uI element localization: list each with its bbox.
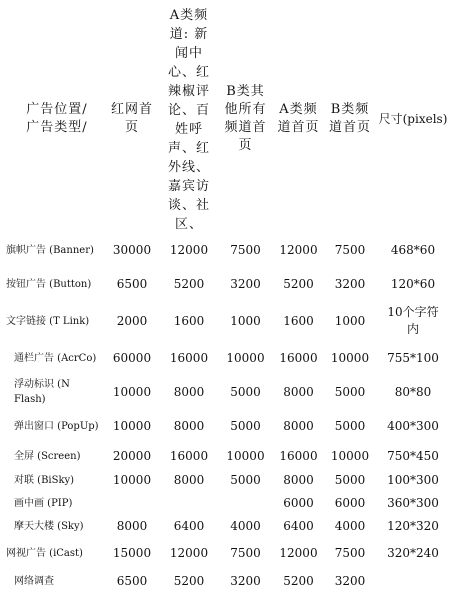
- cell-size: 468*60: [390, 243, 436, 257]
- cell-home: 20000: [112, 448, 152, 463]
- cell-a-partial: 12000: [169, 243, 209, 257]
- cell-home: 10000: [112, 418, 152, 433]
- row-label: 文字链接 (T Link): [6, 315, 90, 327]
- cell-b-home: 3200: [334, 276, 366, 291]
- table-row: [0, 443, 450, 469]
- cell-a-home: 5200: [283, 573, 314, 588]
- cell-a-partial: 8000: [173, 384, 205, 399]
- cell-size: 400*300: [387, 418, 439, 433]
- cell-a-home: 8000: [283, 384, 314, 399]
- cell-a-partial: 16000: [169, 448, 209, 463]
- cell-b-other: 7500: [230, 243, 261, 257]
- cell-b-other: 5000: [230, 418, 261, 433]
- cell-a-home: 6000: [283, 496, 314, 510]
- cell-b-home: 7500: [334, 243, 366, 257]
- table-row: [0, 234, 450, 267]
- cell-size: 755*100: [387, 350, 439, 365]
- cell-b-home: 10000: [330, 448, 370, 463]
- cell-a-partial: 1600: [173, 313, 205, 328]
- header-position-type: 广告位置/ 广告类型/: [26, 102, 88, 135]
- cell-b-other: 3200: [230, 276, 261, 291]
- row-label: 画中画 (PIP): [14, 498, 73, 509]
- cell-b-other: 10000: [226, 350, 265, 365]
- cell-size: 80*80: [394, 384, 432, 399]
- cell-a-home: 16000: [279, 448, 318, 463]
- row-label: 浮动标识 (N Flash): [14, 379, 70, 405]
- table-row: [0, 492, 450, 515]
- row-label: 按钮广告 (Button): [6, 278, 92, 290]
- cell-a-partial: 5200: [173, 573, 205, 588]
- table-row: [0, 301, 450, 341]
- cell-home: 10000: [112, 473, 152, 487]
- cell-a-home: 16000: [279, 350, 318, 365]
- table-row: [0, 267, 450, 301]
- cell-home: 10000: [112, 384, 152, 399]
- table-row: [0, 469, 450, 492]
- cell-a-partial: 8000: [173, 473, 205, 487]
- cell-b-other: 4000: [230, 519, 261, 533]
- cell-b-home: 1000: [334, 313, 366, 328]
- cell-size: 10个字符内: [387, 305, 439, 336]
- cell-b-other: 10000: [226, 448, 265, 463]
- cell-a-home: 8000: [283, 418, 314, 433]
- cell-b-other: [218, 492, 273, 515]
- cell-b-home: 6000: [334, 496, 366, 510]
- cell-a-home: 1600: [283, 313, 314, 328]
- cell-home: 6500: [116, 276, 148, 291]
- cell-size: 320*240: [387, 545, 439, 560]
- cell-a-partial: [160, 492, 218, 515]
- table-row: [0, 409, 450, 443]
- row-label: 弹出窗口 (PopUp): [14, 420, 99, 432]
- cell-a-home: 12000: [279, 243, 318, 257]
- row-label: 通栏广告 (AcrCo): [14, 352, 97, 364]
- row-label: 对联 (BiSky): [14, 475, 75, 486]
- cell-size: 750*450: [387, 448, 439, 463]
- header-home: 红网首页: [110, 102, 153, 135]
- cell-home: 30000: [112, 243, 152, 257]
- table-row: [0, 375, 450, 409]
- cell-size: 120*320: [387, 519, 439, 533]
- header-b-home: B类频道首页: [328, 102, 371, 135]
- table-row: [0, 538, 450, 568]
- cell-b-other: 5000: [230, 384, 261, 399]
- table-row: [0, 341, 450, 375]
- row-label: 网络调查: [14, 575, 54, 587]
- cell-b-home: 10000: [330, 350, 370, 365]
- cell-b-home: 7500: [334, 545, 366, 560]
- ad-price-table: [0, 4, 450, 594]
- header-a-channel-partial: A类频道: 新闻中心、红辣椒评论、百姓呼声、红外线、嘉宾访谈、社区、: [167, 8, 210, 232]
- cell-home: 6500: [116, 573, 148, 588]
- cell-size: 120*60: [390, 276, 436, 291]
- cell-b-other: 3200: [230, 573, 261, 588]
- cell-b-other: 5000: [230, 473, 261, 487]
- cell-home: 15000: [112, 545, 152, 560]
- cell-b-other: 7500: [230, 545, 261, 560]
- cell-b-home: 4000: [334, 519, 366, 533]
- cell-size: 360*300: [387, 496, 439, 510]
- cell-home: 8000: [116, 519, 148, 533]
- cell-size: 100*300: [387, 473, 439, 487]
- cell-b-home: 3200: [334, 573, 366, 588]
- row-label: 摩天大楼 (Sky): [14, 521, 84, 532]
- cell-b-home: 5000: [334, 418, 366, 433]
- cell-a-partial: 16000: [169, 350, 209, 365]
- cell-a-home: 5200: [283, 276, 314, 291]
- row-label: 全屏 (Screen): [14, 450, 81, 462]
- cell-a-home: 6400: [283, 519, 314, 533]
- header-row: [0, 4, 450, 234]
- cell-home: [104, 492, 160, 515]
- cell-a-partial: 12000: [169, 545, 209, 560]
- cell-a-partial: 5200: [173, 276, 205, 291]
- cell-b-home: 5000: [334, 473, 366, 487]
- cell-a-partial: 8000: [173, 418, 205, 433]
- cell-a-partial: 6400: [173, 519, 205, 533]
- cell-home: 2000: [116, 313, 148, 328]
- cell-a-home: 8000: [283, 473, 314, 487]
- header-a-home: A类频道首页: [277, 102, 320, 135]
- table-row: [0, 515, 450, 538]
- header-b-other: B类其他所有频道首页: [224, 84, 267, 153]
- header-size: 尺寸(pixels): [378, 112, 448, 126]
- cell-b-home: 5000: [334, 384, 366, 399]
- row-label: 网视广告 (iCast): [6, 547, 83, 559]
- cell-b-other: 1000: [230, 313, 261, 328]
- cell-home: 60000: [112, 350, 152, 365]
- row-label: 旗帜广告 (Banner): [6, 245, 94, 256]
- cell-a-home: 12000: [279, 545, 318, 560]
